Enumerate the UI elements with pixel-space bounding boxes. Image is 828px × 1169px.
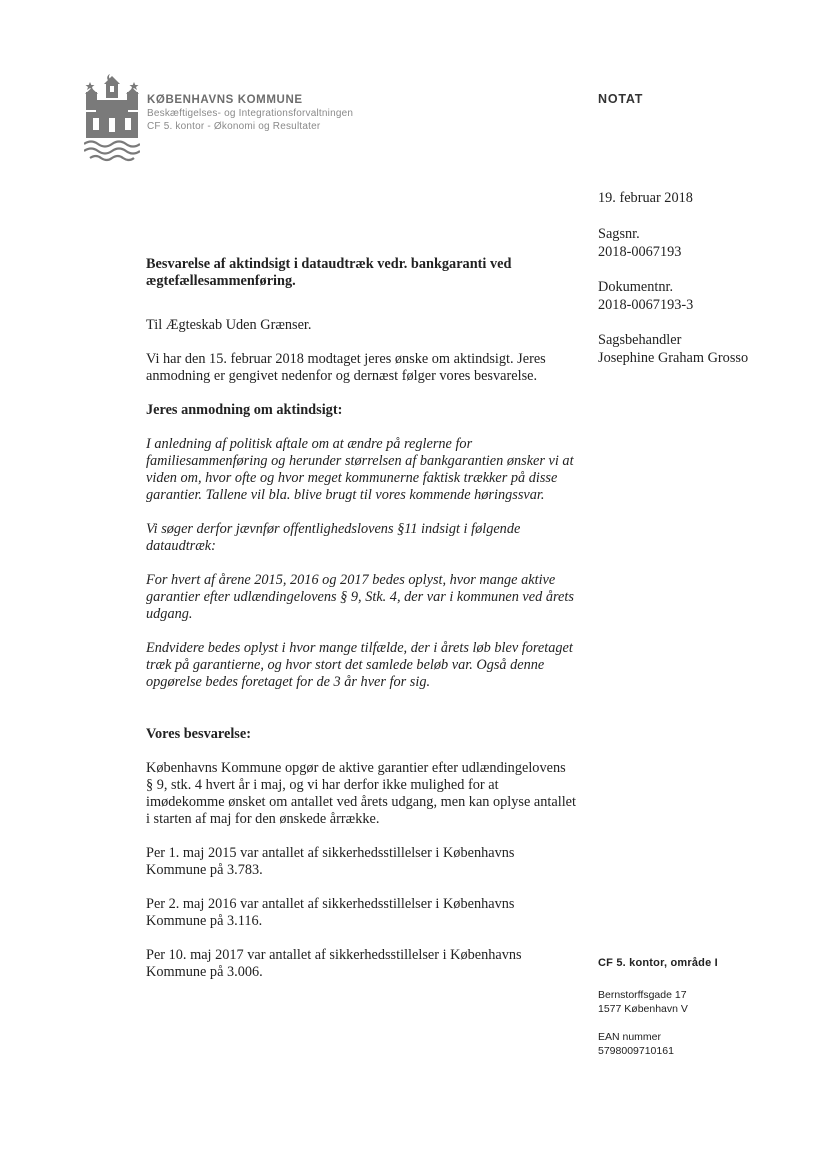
salutation: Til Ægteskab Uden Grænser. xyxy=(146,317,312,333)
document-number-label: Dokumentnr. xyxy=(598,279,674,295)
response-heading: Vores besvarelse: xyxy=(146,726,251,742)
response-paragraph: Per 1. maj 2015 var antallet af sikkerhedsstillelser i Københavns Kommune på 3.783. xyxy=(146,845,515,878)
subject-line: Besvarelse af aktindsigt i dataudtræk vedr. bankgaranti ved ægtefællesammenføring. xyxy=(146,256,512,289)
ean-block xyxy=(598,1030,798,1058)
org-name: KØBENHAVNS KOMMUNE xyxy=(147,94,303,106)
request-heading: Jeres anmodning om aktindsigt: xyxy=(146,402,343,418)
letterhead-text xyxy=(147,93,447,133)
document-number-block xyxy=(598,278,798,314)
response-paragraph: Københavns Kommune opgør de aktive garantier efter udlændingelovens § 9, stk. 4 hvert år i maj, og vi har derfor ikke mulighed for at imødekomme ønsket om antallet ved årets udgang, men kan oplyse antallet i starten af maj for den ønskede årrække. xyxy=(146,760,576,827)
document-type-label: NOTAT xyxy=(598,92,644,106)
ean-label: EAN nummer xyxy=(598,1031,662,1043)
case-handler-block xyxy=(598,331,798,367)
office-name: CF 5. kontor - Økonomi og Resultater xyxy=(147,121,321,132)
office-unit: CF 5. kontor, område I xyxy=(598,957,718,969)
copenhagen-coat-of-arms-icon xyxy=(84,74,140,166)
request-paragraph: Vi søger derfor jævnfør offentlighedslovens §11 indsigt i følgende dataudtræk: xyxy=(146,521,521,554)
letter-body xyxy=(146,256,576,998)
case-number-value: 2018-0067193 xyxy=(598,244,682,260)
case-number-block xyxy=(598,225,798,261)
address-block xyxy=(598,988,798,1016)
city-address: 1577 København V xyxy=(598,1003,688,1015)
intro-paragraph: Vi har den 15. februar 2018 modtaget jeres ønske om aktindsigt. Jeres anmodning er gengivet nedenfor og dernæst følger vores besvarelse. xyxy=(146,351,546,384)
case-handler-label: Sagsbehandler xyxy=(598,332,682,348)
document-date: 19. februar 2018 xyxy=(598,190,693,206)
office-contact xyxy=(598,956,798,1072)
request-paragraph: For hvert af årene 2015, 2016 og 2017 bedes oplyst, hvor mange aktive garantier efter udlændingelovens § 9, Stk. 4, der var i kommunen ved årets udgang. xyxy=(146,572,574,622)
request-paragraph: Endvidere bedes oplyst i hvor mange tilfælde, der i årets løb blev foretaget træk på garantierne, og hvor stort det samlede beløb var. Også denne opgørelse bedes foretaget for de 3 år hver for sig. xyxy=(146,640,573,690)
department-name: Beskæftigelses- og Integrationsforvaltningen xyxy=(147,108,354,119)
ean-number: 5798009710161 xyxy=(598,1045,674,1057)
document-number-value: 2018-0067193-3 xyxy=(598,297,694,313)
response-paragraph: Per 2. maj 2016 var antallet af sikkerhedsstillelser i Københavns Kommune på 3.116. xyxy=(146,896,515,929)
case-number-label: Sagsnr. xyxy=(598,226,640,242)
case-handler-name: Josephine Graham Grosso xyxy=(598,350,749,366)
street-address: Bernstorffsgade 17 xyxy=(598,989,687,1001)
document-metadata xyxy=(598,189,798,384)
response-paragraph: Per 10. maj 2017 var antallet af sikkerhedsstillelser i Københavns Kommune på 3.006. xyxy=(146,947,522,980)
request-paragraph: I anledning af politisk aftale om at ændre på reglerne for familiesammenføring og herunder størrelsen af bankgarantien ønsker vi at viden om, hvor ofte og hvor meget kommunerne faktisk trækker på disse garantier. Tallene vil bla. blive brugt til vores kommende høringssvar. xyxy=(146,436,574,503)
